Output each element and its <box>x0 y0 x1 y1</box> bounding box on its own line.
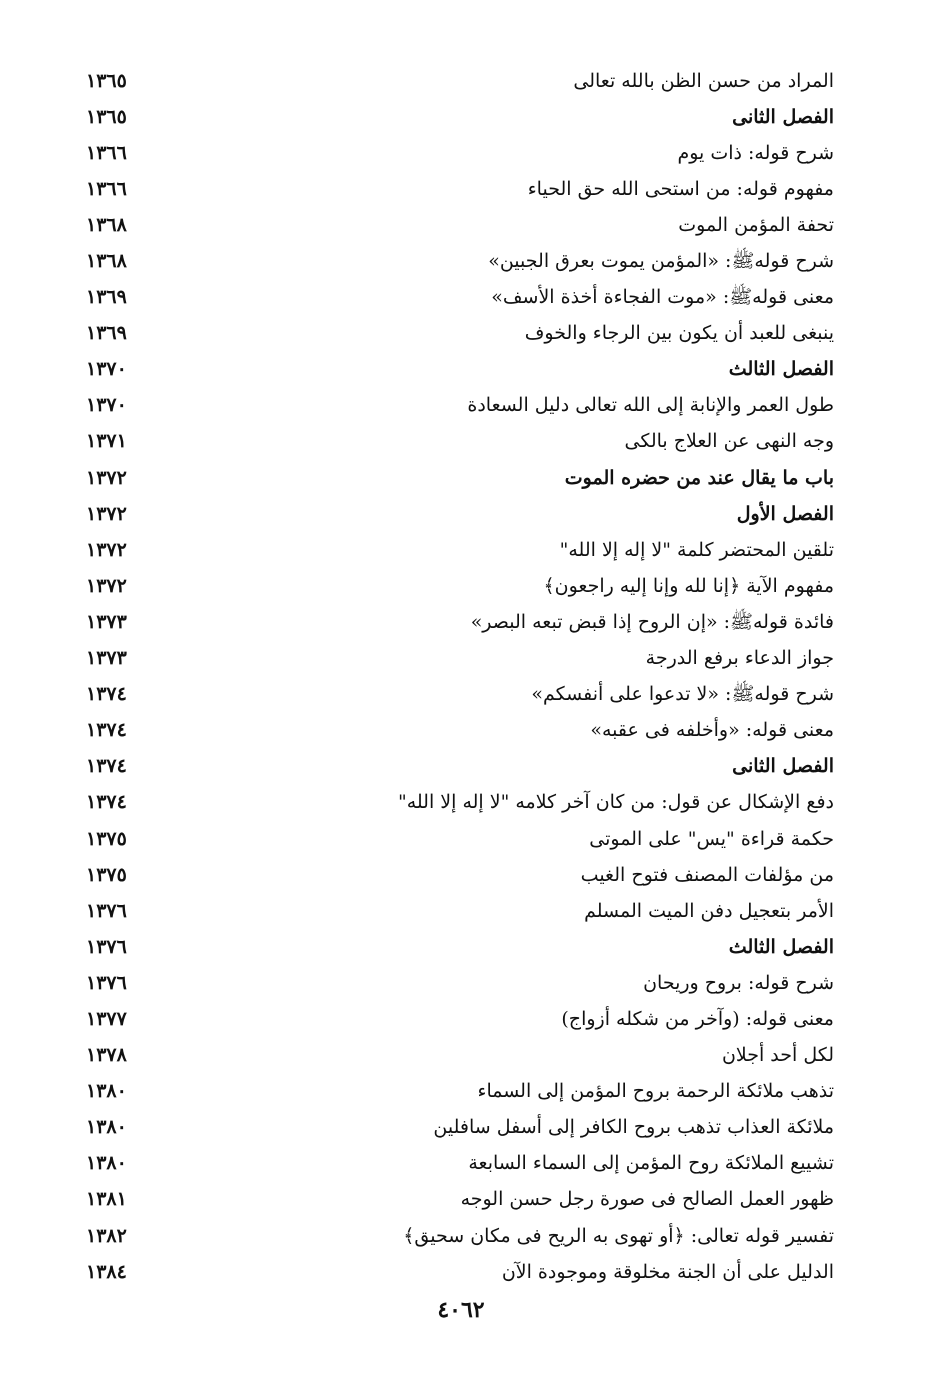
toc-entry-title: من مؤلفات المصنف فتوح الغيب <box>580 863 834 886</box>
toc-entry-page-number: ١٣٧٢ <box>86 466 127 489</box>
toc-entry-page-number: ١٣٧٤ <box>86 719 127 742</box>
toc-entry <box>86 424 834 460</box>
toc-entry-title: الأمر بتعجيل دفن الميت المسلم <box>584 899 834 922</box>
toc-entry <box>86 568 834 604</box>
toc-entry <box>86 171 834 207</box>
page-number-footer <box>0 1297 938 1323</box>
toc-entry-page-number: ١٣٨٢ <box>86 1224 127 1247</box>
toc-entry-title: لكل أحد أجلان <box>721 1044 834 1067</box>
toc-entry <box>86 1182 834 1218</box>
toc-entry-page-number: ١٣٧٥ <box>86 863 127 886</box>
toc-entry <box>86 965 834 1001</box>
toc-entry-page-number: ١٣٦٦ <box>86 141 127 164</box>
toc-entry <box>86 532 834 568</box>
toc-entry-page-number: ١٣٧٨ <box>86 1044 127 1067</box>
toc-section-heading: الفصل الثالث <box>728 935 834 958</box>
toc-entry-title: جواز الدعاء برفع الدرجة <box>645 647 834 670</box>
toc-entry <box>86 99 834 135</box>
toc-entry-page-number: ١٣٦٦ <box>86 177 127 200</box>
toc-entry-title: مفهوم الآية ﴿إنا لله وإنا إليه راجعون﴾ <box>543 574 834 597</box>
toc-entry-title: تشييع الملائكة روح المؤمن إلى السماء السابعة <box>468 1152 834 1175</box>
toc-entry <box>86 1074 834 1110</box>
toc-entry-title: تفسير قوله تعالى: ﴿أو تهوى به الريح فى مكان سحيق﴾ <box>403 1224 834 1247</box>
toc-entry-title: حكمة قراءة "يس" على الموتى <box>589 827 834 850</box>
toc-section-heading: باب ما يقال عند من حضره الموت <box>564 466 834 489</box>
toc-section-heading: الفصل الثالث <box>728 358 834 381</box>
folio-number: ٤٠٦٢ <box>437 1297 485 1323</box>
toc-section-heading: الفصل الأول <box>736 502 834 525</box>
toc-section-heading: الفصل الثانى <box>732 755 834 778</box>
toc-entry-page-number: ١٣٦٥ <box>86 105 127 128</box>
toc-entry-title: تحفة المؤمن الموت <box>678 213 834 236</box>
toc-entry-title: شرح قولهﷺ: «لا تدعوا على أنفسكم» <box>531 683 834 706</box>
toc-entry <box>86 1110 834 1146</box>
toc-entry-title: ملائكة العذاب تذهب بروح الكافر إلى أسفل سافلين <box>433 1116 834 1139</box>
toc-entry-page-number: ١٣٧٢ <box>86 502 127 525</box>
toc-entry <box>86 280 834 316</box>
toc-entry-title: تذهب ملائكة الرحمة بروح المؤمن إلى السماء <box>477 1080 834 1103</box>
toc-entry-page-number: ١٣٧٢ <box>86 574 127 597</box>
toc-entry-title: مفهوم قوله: من استحى الله حق الحياء <box>527 177 834 200</box>
toc-entry-page-number: ١٣٧٥ <box>86 827 127 850</box>
toc-entry-page-number: ١٣٦٨ <box>86 250 127 273</box>
toc-entry-page-number: ١٣٧٣ <box>86 647 127 670</box>
toc-entry <box>86 713 834 749</box>
toc-entry <box>86 641 834 677</box>
toc-entry-title: معنى قوله: (وآخر من شكله أزواج) <box>561 1007 834 1030</box>
toc-entry-title: شرح قولهﷺ: «المؤمن يموت بعرق الجبين» <box>488 250 834 273</box>
toc-entry <box>86 63 834 99</box>
toc-entry <box>86 785 834 821</box>
toc-entry-page-number: ١٣٧٣ <box>86 610 127 633</box>
toc-entry-title: المراد من حسن الظن بالله تعالى <box>573 69 834 92</box>
toc-entry-page-number: ١٣٧٤ <box>86 791 127 814</box>
toc-entry <box>86 243 834 279</box>
toc-entry-page-number: ١٣٦٩ <box>86 286 127 309</box>
toc-entry-title: وجه النهى عن العلاج بالكى <box>624 430 834 453</box>
toc-entry-title: شرح قوله: ذات يوم <box>677 141 834 164</box>
toc-entry-page-number: ١٣٨٠ <box>86 1116 127 1139</box>
toc-entry-title: ينبغى للعبد أن يكون بين الرجاء والخوف <box>524 322 834 345</box>
toc-entry-page-number: ١٣٦٩ <box>86 322 127 345</box>
toc-entry-page-number: ١٣٦٥ <box>86 69 127 92</box>
toc-entry-page-number: ١٣٧٦ <box>86 935 127 958</box>
toc-entry <box>86 135 834 171</box>
toc-entry-page-number: ١٣٨١ <box>86 1188 127 1211</box>
table-of-contents <box>86 63 834 1290</box>
toc-entry <box>86 1038 834 1074</box>
toc-entry-title: فائدة قولهﷺ: «إن الروح إذا قبض تبعه البصر» <box>470 610 834 633</box>
toc-entry-page-number: ١٣٧٢ <box>86 538 127 561</box>
toc-entry <box>86 1146 834 1182</box>
toc-entry <box>86 207 834 243</box>
toc-entry <box>86 677 834 713</box>
toc-entry <box>86 352 834 388</box>
toc-entry-page-number: ١٣٧٦ <box>86 899 127 922</box>
toc-entry-page-number: ١٣٨٠ <box>86 1080 127 1103</box>
toc-entry-page-number: ١٣٧٠ <box>86 358 127 381</box>
toc-entry-page-number: ١٣٧٠ <box>86 394 127 417</box>
toc-section-heading: الفصل الثانى <box>732 105 834 128</box>
toc-entry <box>86 604 834 640</box>
toc-entry-page-number: ١٣٨٠ <box>86 1152 127 1175</box>
toc-entry <box>86 1218 834 1254</box>
toc-entry-page-number: ١٣٧٤ <box>86 755 127 778</box>
toc-entry-page-number: ١٣٧٧ <box>86 1007 127 1030</box>
toc-entry-title: الدليل على أن الجنة مخلوقة وموجودة الآن <box>501 1260 834 1283</box>
toc-entry <box>86 1001 834 1037</box>
toc-entry <box>86 496 834 532</box>
toc-entry-title: ظهور العمل الصالح فى صورة رجل حسن الوجه <box>460 1188 834 1211</box>
toc-entry-title: دفع الإشكال عن قول: من كان آخر كلامه "لا إله إلا الله" <box>397 791 834 814</box>
toc-entry <box>86 893 834 929</box>
toc-entry-page-number: ١٣٧٤ <box>86 683 127 706</box>
toc-entry <box>86 929 834 965</box>
toc-entry <box>86 1254 834 1290</box>
toc-entry-page-number: ١٣٦٨ <box>86 213 127 236</box>
toc-entry-page-number: ١٣٨٤ <box>86 1260 127 1283</box>
toc-entry <box>86 857 834 893</box>
toc-entry <box>86 316 834 352</box>
toc-entry-title: شرح قوله: بروح وريحان <box>643 971 834 994</box>
toc-entry-page-number: ١٣٧٦ <box>86 971 127 994</box>
toc-entry-title: معنى قوله: «وأخلفه فى عقبه» <box>590 719 834 742</box>
toc-entry <box>86 749 834 785</box>
toc-entry <box>86 460 834 496</box>
toc-entry <box>86 821 834 857</box>
toc-entry <box>86 388 834 424</box>
toc-entry-title: تلقين المحتضر كلمة "لا إله إلا الله" <box>559 538 834 561</box>
toc-entry-title: طول العمر والإنابة إلى الله تعالى دليل السعادة <box>467 394 834 417</box>
toc-entry-title: معنى قولهﷺ: «موت الفجاءة أخذة الأسف» <box>491 286 834 309</box>
toc-entry-page-number: ١٣٧١ <box>86 430 127 453</box>
